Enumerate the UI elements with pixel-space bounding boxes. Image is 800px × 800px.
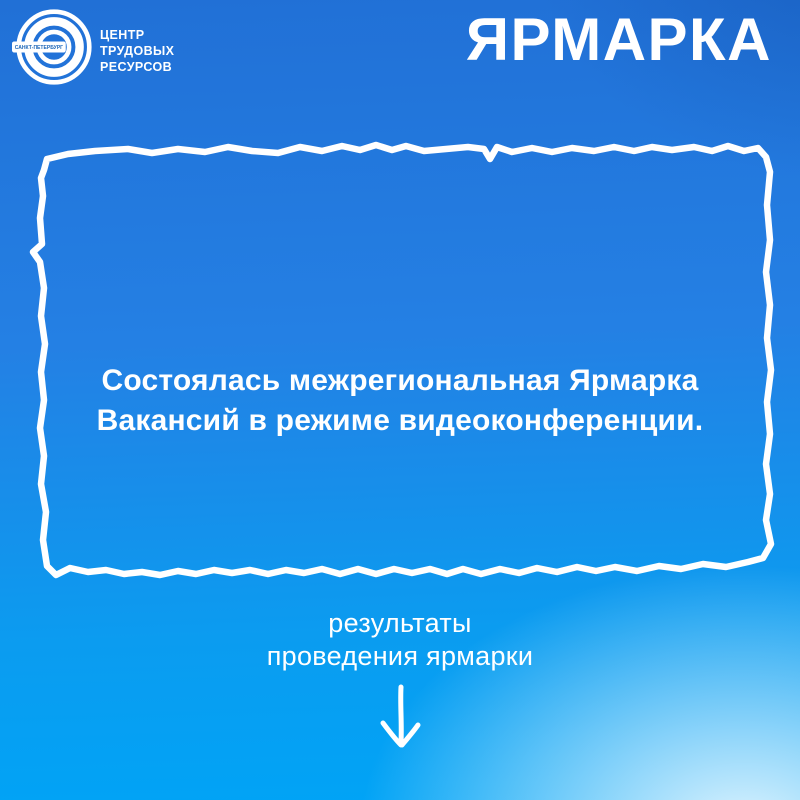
subtitle-line: проведения ярмарки (266, 640, 534, 671)
org-name-line: ТРУДОВЫХ (100, 44, 175, 58)
arrow-down-icon (370, 683, 432, 755)
logo-badge-text: САНКТ-ПЕТЕРБУРГ (14, 45, 64, 52)
org-name-line: ЦЕНТР (100, 28, 145, 42)
logo (12, 5, 96, 89)
subtitle-line: результаты (328, 608, 472, 638)
org-name-line: РЕСУРСОВ (100, 60, 173, 74)
poster-title: ЯРМАРКА (465, 6, 772, 73)
subtitle (0, 607, 800, 673)
headline-line: Вакансий в режиме видеоконференции. (96, 403, 704, 437)
headline (0, 361, 800, 441)
headline-line: Состоялась межрегиональная Ярмарка (101, 364, 699, 397)
org-name (100, 27, 174, 75)
concentric-rings-icon (12, 5, 96, 89)
